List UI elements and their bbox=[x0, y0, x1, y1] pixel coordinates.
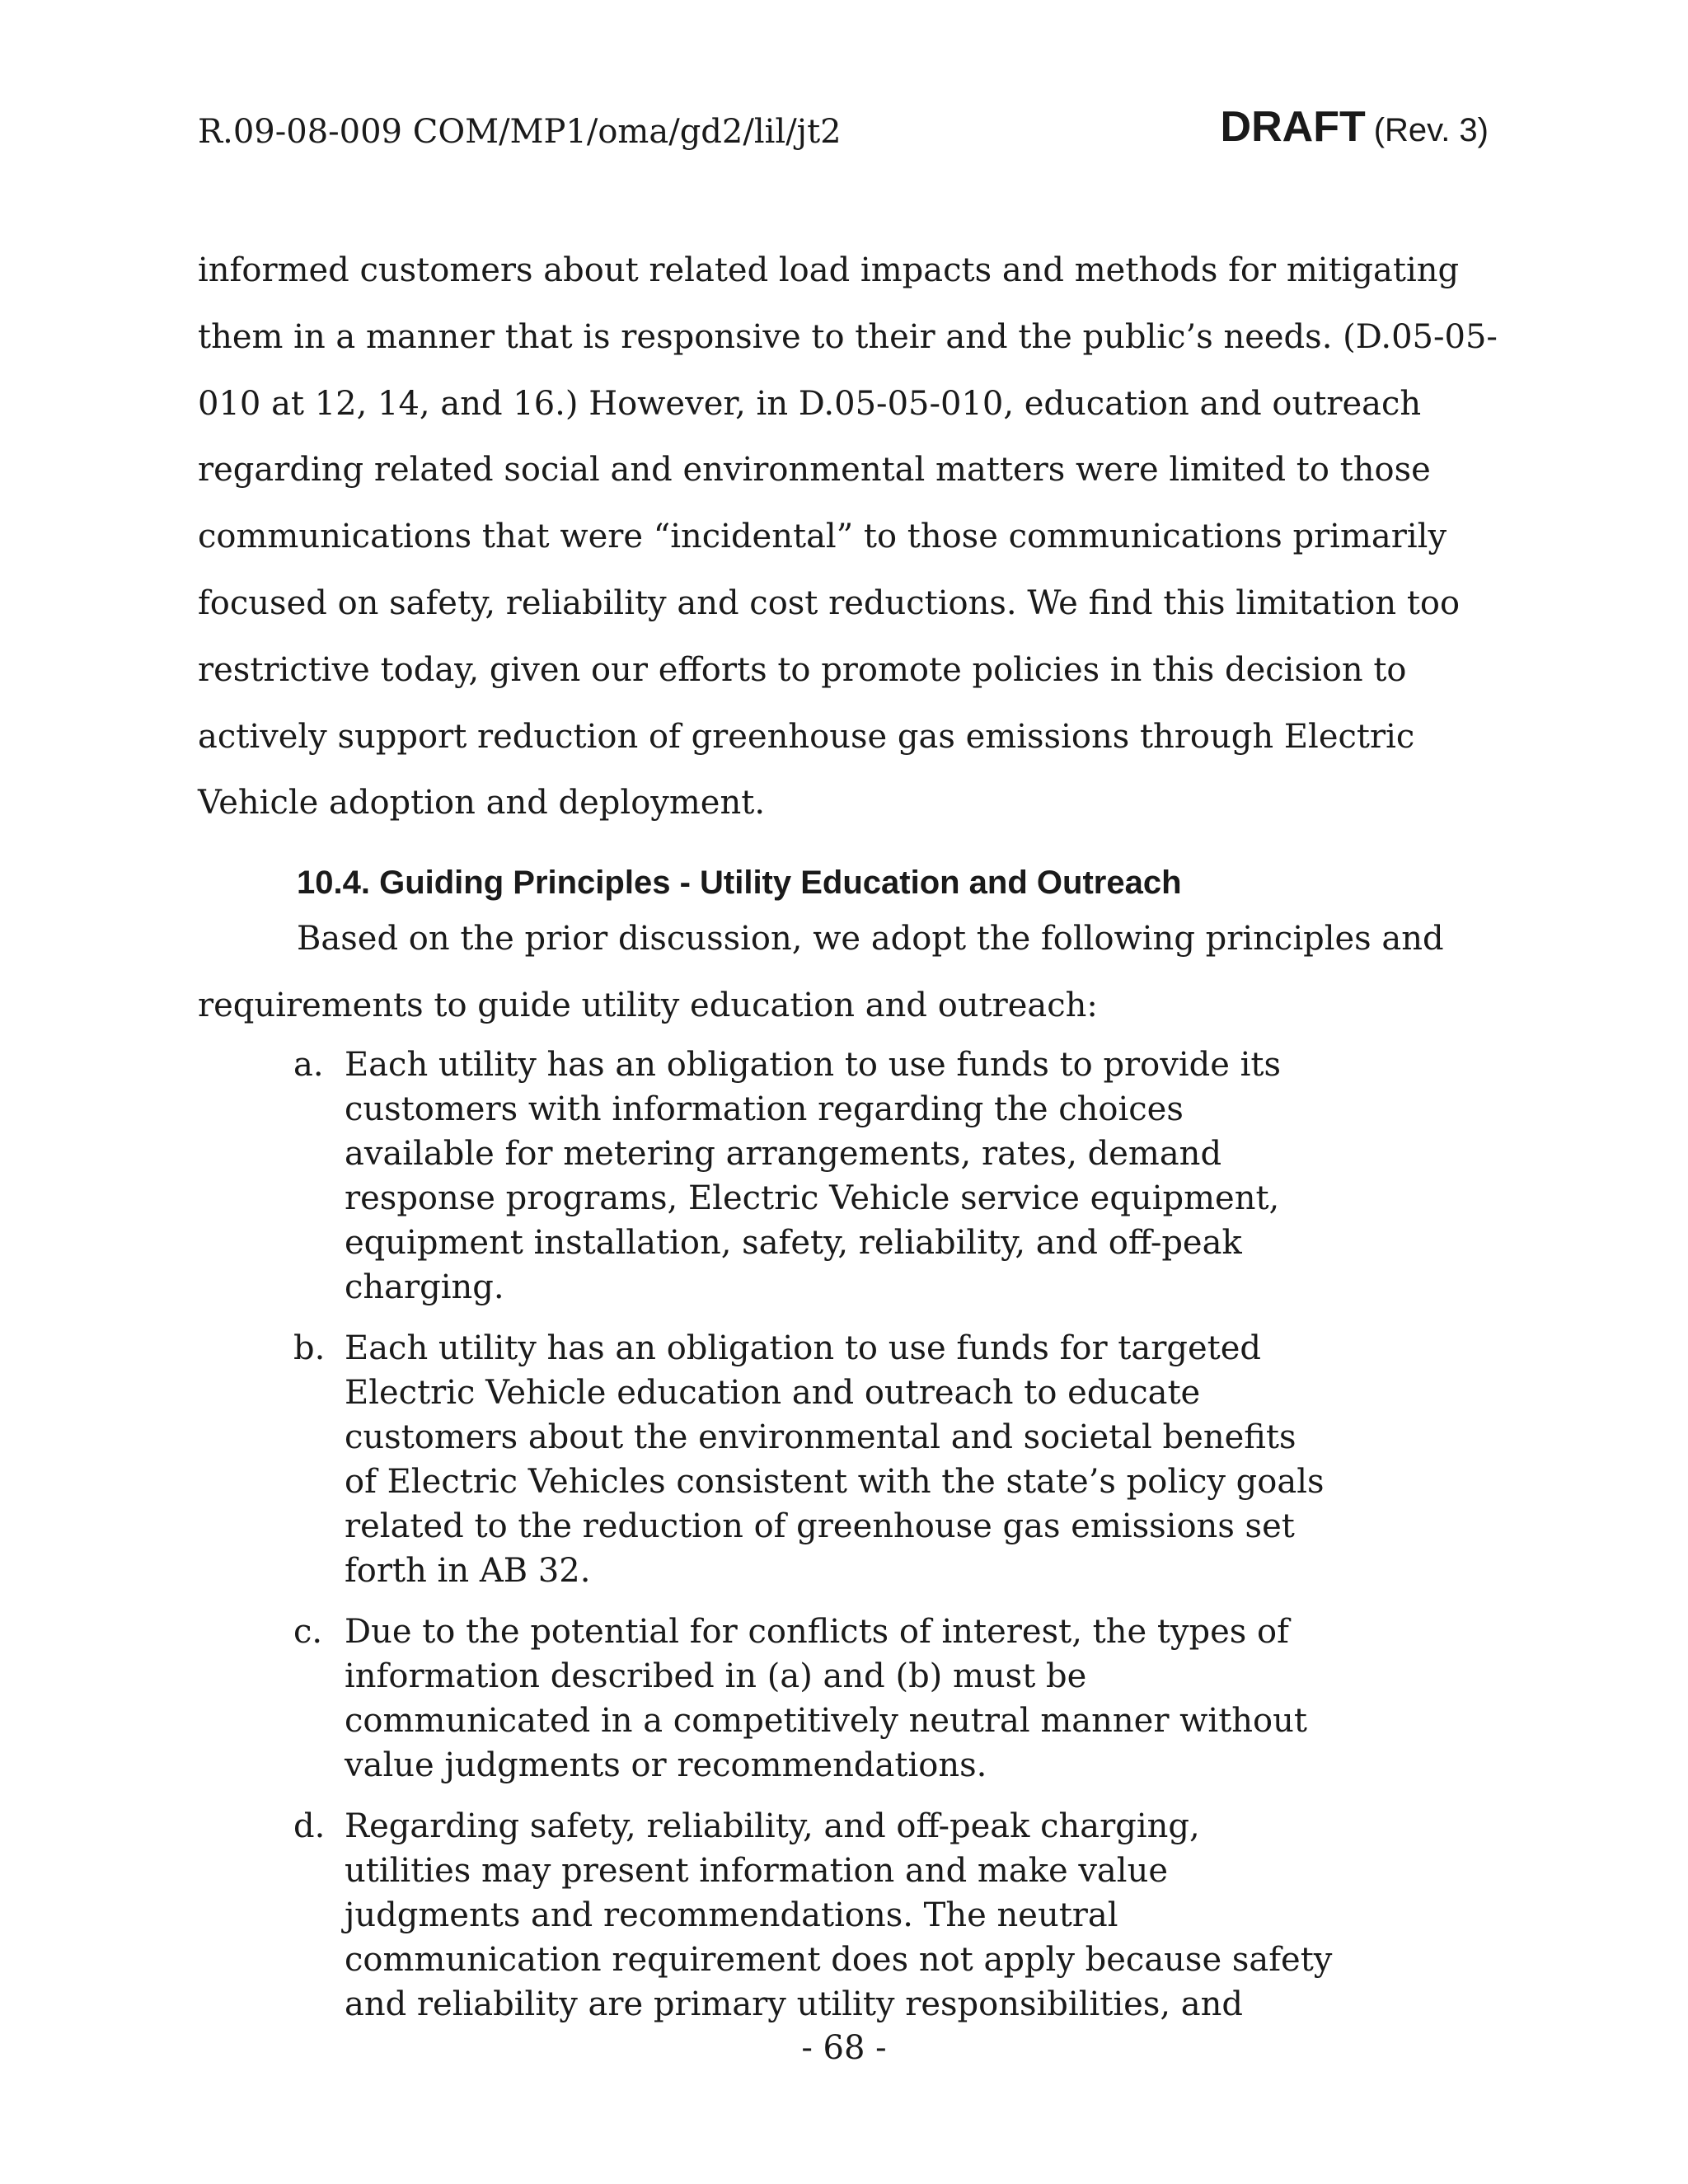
list-item-text: Regarding safety, reliability, and off-peak charging, utilities may present information and make value judgments and recommendations. The neutral communication requirement does not apply because safety and reliability are primary utility responsibilities, and bbox=[345, 1807, 1333, 2023]
list-item-text: Each utility has an obligation to use funds to provide its customers with information regarding the choices available for metering arrangements, rates, demand response programs, Electric Vehicle service equipment, equipment installation, safety, reliability, and off-peak charging. bbox=[345, 1045, 1282, 1306]
page-number: - 68 - bbox=[801, 2029, 887, 2067]
docket-number: R.09-08-009 COM/MP1/oma/gd2/lil/jt2 bbox=[198, 113, 842, 151]
principles-list bbox=[198, 1043, 1335, 2027]
list-item-text: Due to the potential for conflicts of interest, the types of information described in (a) and (b) must be communicated in a competitively neutral manner without value judgments or recommendations. bbox=[345, 1612, 1307, 1784]
intro-paragraph: Based on the prior discussion, we adopt the following principles and requirements to guide utility education and outreach: bbox=[198, 920, 1444, 1024]
draft-label: DRAFT bbox=[1220, 103, 1366, 151]
list-marker: a. bbox=[293, 1045, 324, 1084]
opening-paragraph: informed customers about related load impacts and methods for mitigating them in a manner that is responsive to their and the public’s needs. (D.05-05-010 at 12, 14, and 16.) However, in D.05-05-010, education and outreach regarding related social and environmental matters were limited to those communications that were “incidental” to those communications primarily focused on safety, reliability and cost reductions. We find this limitation too restrictive today, given our efforts to promote policies in this decision to actively support reduction of greenhouse gas emissions through Electric Vehicle adoption and deployment. bbox=[198, 251, 1498, 823]
list-item-text: Each utility has an obligation to use funds for targeted Electric Vehicle education and outreach to educate customers about the environmental and societal benefits of Electric Vehicles consistent with the state’s policy goals related to the reduction of greenhouse gas emissions set forth in AB 32. bbox=[345, 1329, 1325, 1590]
revision-label: (Rev. 3) bbox=[1373, 112, 1489, 148]
list-item bbox=[198, 1804, 1335, 2027]
list-item bbox=[198, 1043, 1335, 1310]
list-item bbox=[198, 1326, 1335, 1593]
list-item bbox=[198, 1610, 1335, 1788]
section-heading: 10.4. Guiding Principles - Utility Education and Outreach bbox=[297, 865, 1182, 902]
list-marker: b. bbox=[293, 1329, 326, 1367]
document-body bbox=[198, 237, 1500, 2043]
list-marker: d. bbox=[293, 1807, 326, 1845]
page-header bbox=[198, 103, 1489, 157]
list-marker: c. bbox=[293, 1612, 323, 1651]
draft-stamp bbox=[1221, 102, 1489, 162]
